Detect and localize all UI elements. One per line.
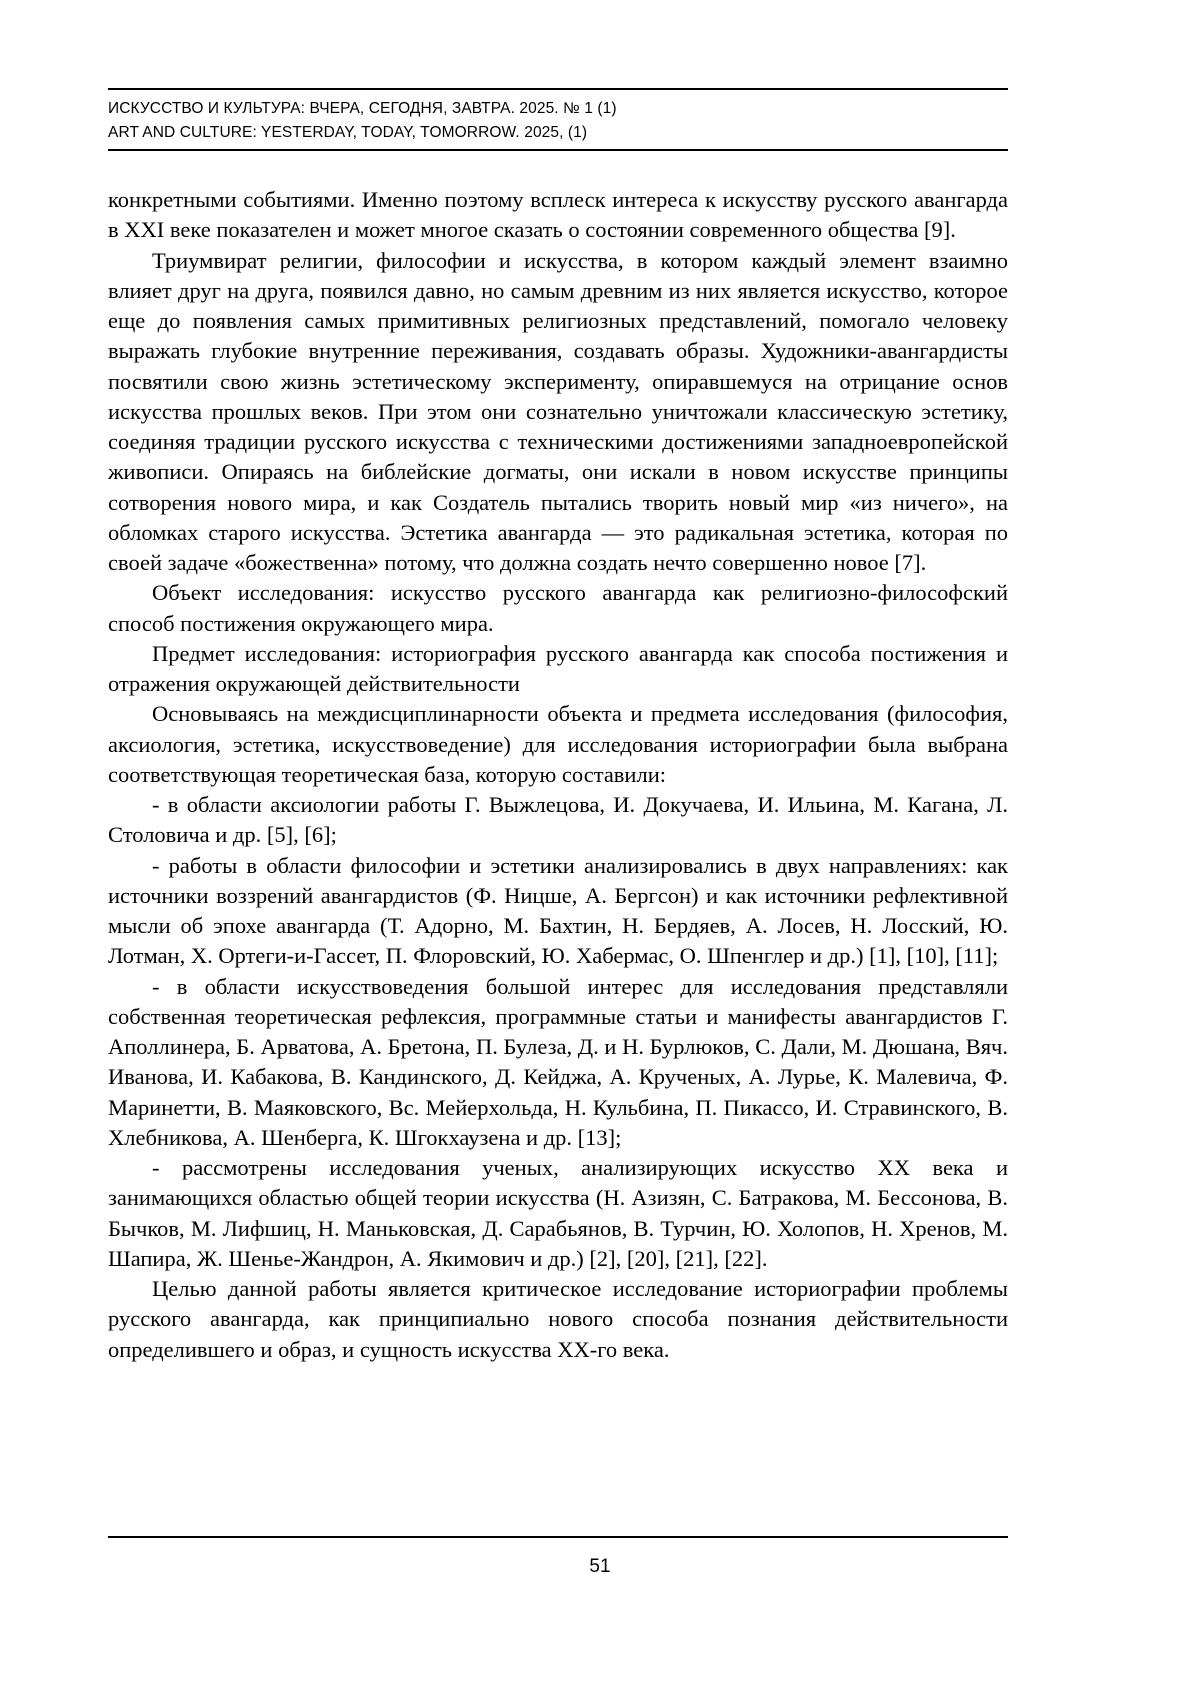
body-paragraph: - в области аксиологии работы Г. Выжлецова, И. Докучаева, И. Ильина, М. Кагана, Л. Столовича и др. [5], [6];	[108, 792, 1008, 848]
body-paragraph: - работы в области философии и эстетики анализировались в двух направлениях: как источники воззрений авангардистов (Ф. Ницше, А. Бергсон) и как источники рефлективной мысли об эпохе авангарда (Т. Адорно, М. Бахтин, Н. Бердяев, А. Лосев, Н. Лосский, Ю. Лотман, Х. Ортеги-и-Гассет, П. Флоровский, Ю. Хабермас, О. Шпенглер и др.) [1], [10], [11];	[108, 852, 1008, 969]
running-head-line-en: ART AND CULTURE: YESTERDAY, TODAY, TOMORROW. 2025, (1)	[108, 124, 588, 142]
page-number: 51	[589, 1556, 611, 1577]
body-paragraph: Объект исследования: искусство русского авангарда как религиозно-философский способ постижения окружающего мира.	[108, 580, 1008, 636]
body-paragraph: Триумвират религии, философии и искусства, в котором каждый элемент взаимно влияет друг на друга, появился давно, но самым древним из них является искусство, которое еще до появления самых примитивных религиозных представлений, помогало человеку выражать глубокие внутренние переживания, создавать образы. Художники-авангардисты посвятили свою жизнь эстетическому эксперименту, опиравшемуся на отрицание основ искусства прошлых веков. При этом они сознательно уничтожали классическую эстетику, соединяя традиции русского искусства с техническими достижениями западноевропейской живописи. Опираясь на библейские догматы, они искали в новом искусстве принципы сотворения нового мира, и как Создатель пытались творить новый мир «из ничего», на обломках старого искусства. Эстетика авангарда — это радикальная эстетика, которая по своей задаче «божественна» потому, что должна создать нечто совершенно новое [7].	[108, 247, 1008, 576]
body-paragraph: Основываясь на междисциплинарности объекта и предмета исследования (философия, аксиология, эстетика, искусствоведение) для исследования историографии была выбрана соответствующая теоретическая база, которую составили:	[108, 701, 1008, 787]
body-paragraph: - в области искусствоведения большой интерес для исследования представляли собственная теоретическая рефлексия, программные статьи и манифесты авангардистов Г. Аполлинера, Б. Арватова, А. Бретона, П. Булеза, Д. и Н. Бурлюков, С. Дали, М. Дюшана, Вяч. Иванова, И. Кабакова, В. Кандинского, Д. Кейджа, А. Крученых, А. Лурье, К. Малевича, Ф. Маринетти, В. Маяковского, Вс. Мейерхольда, Н. Кульбина, П. Пикассо, И. Стравинского, В. Хлебникова, А. Шенберга, К. Шгокхаузена и др. [13];	[108, 973, 1008, 1150]
article-body	[108, 185, 1008, 1365]
running-head	[108, 90, 1008, 149]
body-paragraph: Целью данной работы является критическое исследование историографии проблемы русского авангарда, как принципиально нового способа познания действительности определившего и образ, и сущность искусства XX-го века.	[108, 1276, 1008, 1362]
header-rule-bottom	[108, 149, 1008, 151]
running-head-line-ru: ИСКУССТВО И КУЛЬТУРА: ВЧЕРА, СЕГОДНЯ, ЗАВТРА. 2025. № 1 (1)	[108, 100, 617, 117]
body-paragraph: - рассмотрены исследования ученых, анализирующих искусство XX века и занимающихся областью общей теории искусства (Н. Азизян, С. Батракова, М. Бессонова, В. Бычков, М. Лифшиц, Н. Маньковская, Д. Сарабьянов, В. Турчин, Ю. Холопов, Н. Хренов, М. Шапира, Ж. Шенье-Жандрон, А. Якимович и др.) [2], [20], [21], [22].	[108, 1155, 1008, 1271]
body-paragraph: Предмет исследования: историография русского авангарда как способа постижения и отражения окружающей действительности	[108, 640, 1008, 697]
footer-rule	[108, 1536, 1008, 1538]
page-content	[108, 88, 1008, 1365]
body-paragraph: конкретными событиями. Именно поэтому всплеск интереса к искусству русского авангарда в XXI веке показателен и может многое сказать о состоянии современного общества [9].	[108, 187, 1008, 243]
